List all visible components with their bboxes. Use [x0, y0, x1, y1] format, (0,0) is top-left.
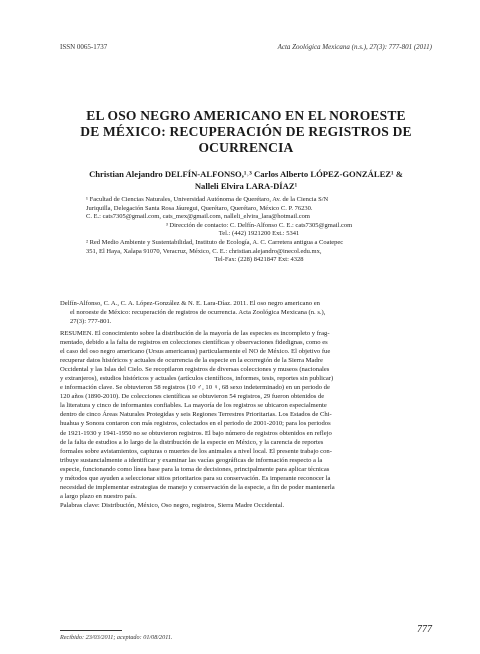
citation-line: Delfín-Alfonso, C. A., C. A. López-González & N. E. Lara-Díaz. 2011. El oso negro americano en	[60, 300, 320, 307]
affiliation-line: ¹ Facultad de Ciencias Naturales, Universidad Autónoma de Querétaro, Av. de la Ciencia S/N	[86, 196, 329, 203]
abstract-line: especie, funcionando como línea base para la toma de decisiones, principalmente para aplicar técnicas	[60, 465, 330, 473]
affiliation-line: Tel-Fax: (228) 8421847 Ext: 4328	[214, 256, 304, 264]
abstract-line: 120 años (1890-2010). De colecciones científicas se obtuvieron 54 registros, 29 fueron obtenidos de	[60, 393, 325, 401]
abstract-line: dentro de cinco Áreas Naturales Protegidas y seis Regiones Terrestres Prioritarias. Los Estados de Chi-	[60, 411, 332, 419]
abstract-line: huahua y Sonora contaron con más registros, colectados en el periodo de 2001-2010; para los periodos	[60, 420, 331, 428]
abstract-line: y extranjeros), estudios históricos y actuales (artículos científicos, informes, tesis, reportes sin publicar)	[60, 375, 334, 383]
citation-block	[60, 300, 432, 326]
abstract-line: formales sobre avistamientos, capturas o muertes de los animales a nivel local. El presente trabajo con-	[60, 447, 332, 455]
affiliation-line: ² Red Medio Ambiente y Sustentabilidad, Instituto de Ecología, A. C. Carretera antigua a Coatepec	[86, 238, 344, 246]
abstract-line: y métodos que ayuden a seleccionar sitios prioritarios para su conservación. Es imperante reconocer la	[60, 474, 331, 482]
abstract	[60, 329, 432, 510]
abstract-line: de la falta de estudios a lo largo de la distribución de la especie en México, y la carencia de reportes	[60, 438, 324, 446]
abstract-line: la literatura y cinco de informantes confiables. La mayoría de los registros se ubicaron especialmente	[60, 402, 327, 410]
abstract-line: Occidental y las Islas del Cielo. Se recopilaron registros de diversas colecciones y museos (nacionales	[60, 366, 330, 374]
author-line: Nalleli Elvira LARA-DÍAZ¹	[194, 181, 298, 191]
title-line: OCURRENCIA	[198, 140, 294, 155]
page-number: 777	[417, 624, 432, 635]
article-title	[60, 108, 432, 156]
abstract-line: el caso del oso negro americano (Ursus americanus) particularmente el NO de México. El objetivo fue	[60, 348, 331, 356]
abstract-line: RESUMEN. El conocimiento sobre la distribución de la mayoría de las especies es incompleto y frag-	[60, 330, 330, 337]
affiliation-line: C. E.: cats7305@gmail.com, cats_mex@gmail.com, nalleli_elvira_lara@hotmail.com	[86, 213, 310, 221]
affiliation-line: ³ Dirección de contacto: C. Delfín-Alfonso C. E.: cats7305@gmail.com	[165, 221, 353, 229]
abstract-line: de 1921-1930 y 1941-1950 no se obtuvieron registros. El bajo número de registros obtenidos en reflejo	[60, 429, 332, 437]
received-date: Recibido: 23/03/2011; aceptado: 01/08/2011.	[60, 634, 173, 641]
abstract-line: recuperar datos históricos y actuales de ocurrencia de la especie en la ecorregión de la Sierra Madre	[60, 357, 323, 365]
abstract-line: tribuye sustancialmente a identificar y examinar las vacías geográficas de información respecto a la	[60, 456, 323, 464]
title-line: EL OSO NEGRO AMERICANO EN EL NOROESTE	[86, 108, 406, 123]
title-line: DE MÉXICO: RECUPERACIÓN DE REGISTROS DE	[80, 124, 412, 139]
journal-citation: Acta Zoológica Mexicana (n.s.), 27(3): 777-801 (2011)	[277, 43, 432, 51]
abstract-line: Palabras clave: Distribución, México, Oso negro, registros, Sierra Madre Occidental.	[60, 501, 285, 509]
footnote-rule	[60, 630, 122, 631]
abstract-line: a largo plazo en nuestro país.	[60, 492, 137, 500]
authors	[60, 168, 432, 192]
affiliation-line: Juriquilla, Delegación Santa Rosa Jáuregui, Querétaro, Querétaro, México C. P. 76230.	[86, 204, 313, 212]
affiliations	[86, 196, 432, 265]
issn: ISSN 0065-1737	[60, 43, 108, 51]
author-line: Christian Alejandro DELFÍN-ALFONSO,¹˒³ Carlos Alberto LÓPEZ-GONZÁLEZ¹ &	[89, 169, 403, 179]
affiliation-line: Tel.: (442) 1921200 Ext.: 5341	[218, 230, 300, 238]
citation-line: 27(3): 777-801.	[70, 317, 112, 325]
affiliation-line: 351, El Haya, Xalapa 91070, Veracruz, México, C. E.: christian.alejandro@inecol.edu.mx,	[86, 247, 322, 255]
abstract-line: necesidad de implementar estrategias de manejo y conservación de la especie, a fin de poder mantenerla	[60, 483, 335, 491]
abstract-line: e información clave. Se obtuvieron 58 registros (10 ♂, 10 ♀, 68 sexo indeterminado) en un periodo de	[60, 384, 330, 392]
abstract-line: mentado, debido a la falta de registros en colecciones científicas y observaciones fidedignas, como es	[60, 339, 328, 347]
citation-line: el noroeste de México: recuperación de registros de ocurrencia. Acta Zoológica Mexicana (n. s.),	[70, 308, 326, 316]
